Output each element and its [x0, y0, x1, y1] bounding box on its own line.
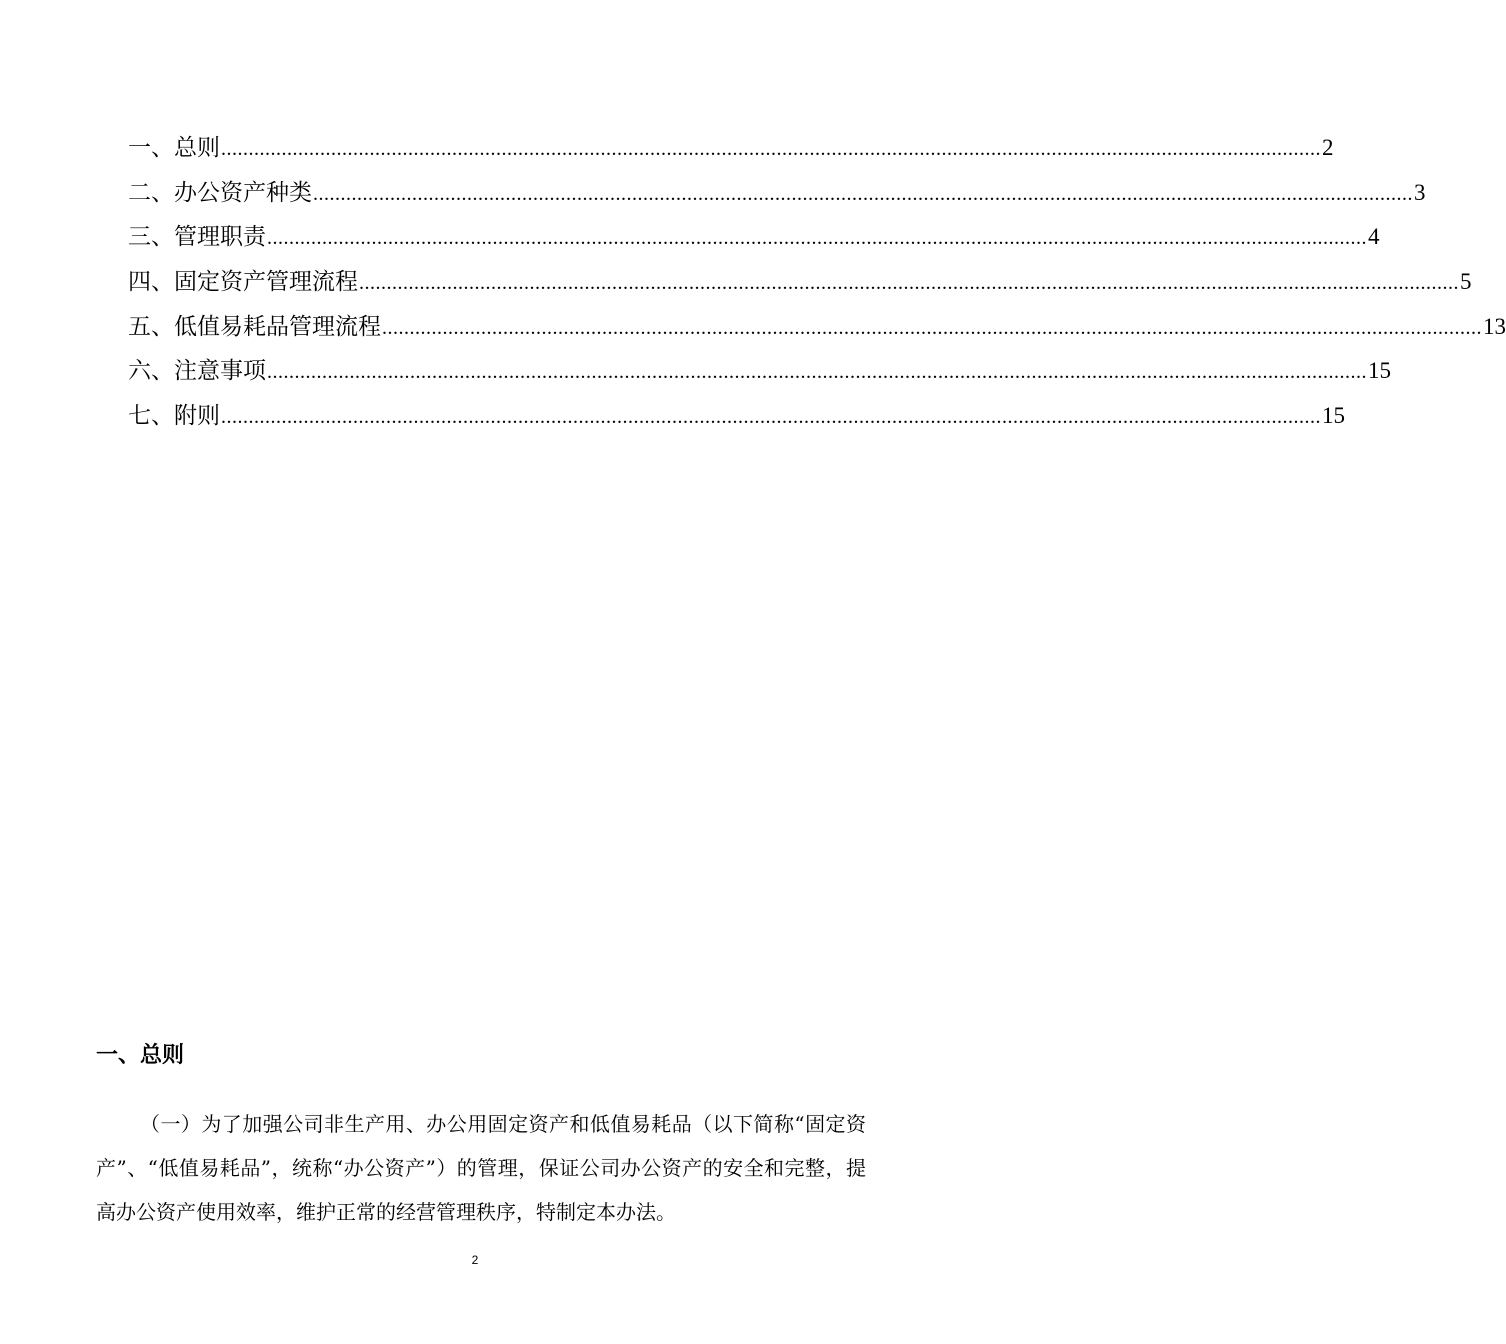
toc-entry-page: 2	[1322, 135, 1334, 160]
toc-entry-label: 四、固定资产管理流程	[128, 269, 358, 296]
toc-entry-page: 5	[1460, 269, 1472, 295]
toc-entry[interactable]	[128, 309, 1506, 354]
toc-entry-page: 15	[1368, 358, 1391, 384]
toc-leader-dots: ........................................................................................................................................................................................................	[221, 138, 1321, 160]
toc-entry-page: 13	[1483, 313, 1506, 339]
toc-entry[interactable]	[128, 398, 1345, 443]
body-paragraph: （一）为了加强公司非生产用、办公用固定资产和低值易耗品（以下简称“固定资产”、“低值易耗品”，统称“办公资产”）的管理，保证公司办公资产的安全和完整，提高办公资产使用效率，维护正常的经营管理秩序，特制定本办法。	[96, 1112, 866, 1224]
toc-entry[interactable]	[128, 264, 1472, 309]
page-number: 2	[471, 1253, 479, 1267]
toc-entry-label: 三、管理职责	[128, 224, 266, 251]
toc-leader-dots: ........................................................................................................................................................................................................	[359, 272, 1459, 295]
toc-leader-dots: ........................................................................................................................................................................................................	[313, 182, 1413, 205]
toc-entry-label: 七、附则	[128, 403, 220, 430]
toc-entry-label: 二、办公资产种类	[128, 179, 312, 206]
toc-leader-dots: ........................................................................................................................................................................................................	[267, 361, 1367, 384]
toc-entry-page: 3	[1414, 179, 1426, 205]
toc-leader-dots: ........................................................................................................................................................................................................	[382, 316, 1482, 339]
toc-entry[interactable]	[128, 219, 1380, 264]
toc-leader-dots: ........................................................................................................................................................................................................	[221, 406, 1321, 429]
toc-entry-label: 六、注意事项	[128, 358, 266, 385]
toc-entry-label: 一、总则	[128, 135, 220, 161]
toc-entry-label: 五、低值易耗品管理流程	[128, 313, 381, 340]
toc-entry[interactable]	[128, 353, 1391, 398]
section-heading: 一、总则	[96, 1043, 185, 1068]
toc-leader-dots: ........................................................................................................................................................................................................	[267, 227, 1367, 250]
table-of-contents	[128, 130, 1506, 443]
toc-entry[interactable]	[128, 130, 1334, 175]
toc-entry-page: 15	[1322, 403, 1345, 429]
toc-entry-page: 4	[1368, 224, 1380, 250]
toc-entry[interactable]	[128, 175, 1426, 220]
